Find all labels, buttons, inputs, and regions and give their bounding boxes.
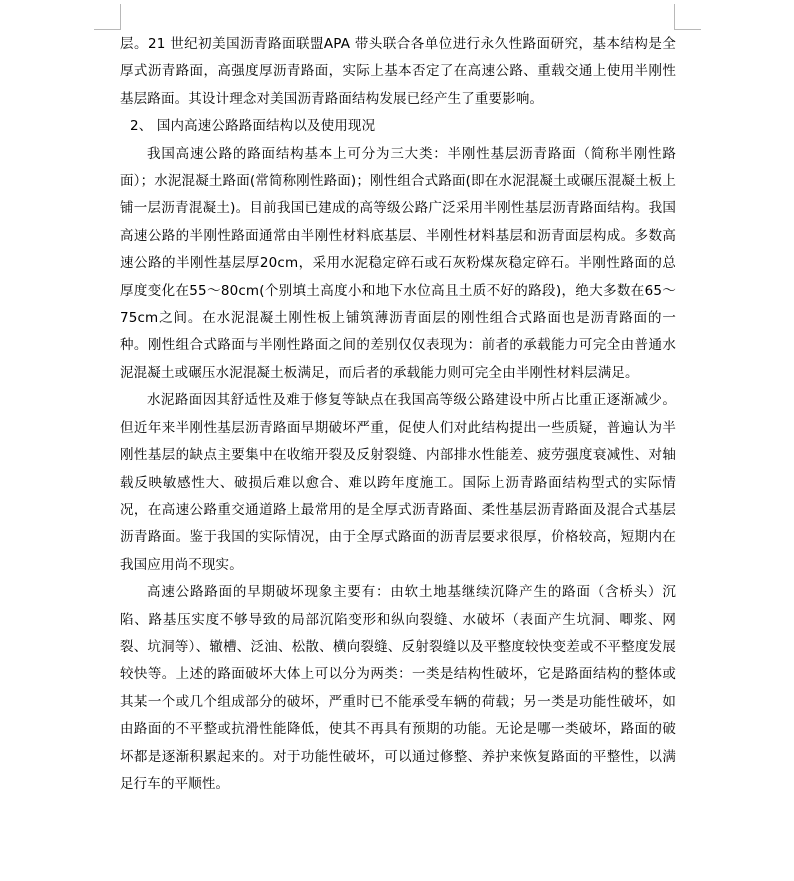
crop-mark-top-right xyxy=(674,29,701,30)
crop-mark-top-left xyxy=(94,29,121,30)
paragraph-cement-pavement: 水泥路面因其舒适性及难于修复等缺点在我国高等级公路建设中所占比重正逐渐减少。但近年来半刚性基层沥青路面早期破坏严重，促使人们对此结构提出一些质疑，普遍认为半刚性基层的缺点主要集中在收缩开裂及反射裂缝、内部排水性能差、疲劳强度衰减性、对轴载反映敏感性大、破损后难以愈合、难以跨年度施工。国际上沥青路面结构型式的实际情况，在高速公路重交通道路上最常用的是全厚式沥青路面、柔性基层沥青路面及混合式基层沥青路面。鉴于我国的实际情况，由于全厚式路面的沥青层要求很厚，价格较高，短期内在我国应用尚不现实。 xyxy=(120,392,676,573)
document-body xyxy=(120,31,676,798)
crop-mark-top-left xyxy=(120,4,121,30)
section-heading: 2、 国内高速公路路面结构以及使用现况 xyxy=(130,118,376,135)
paragraph-apa: 层。21 世纪初美国沥青路面联盟APA 带头联合各单位进行永久性路面研究，基本结构是全厚式沥青路面，高强度厚沥青路面，实际上基本否定了在高速公路、重载交通上使用半刚性基层路面。其设计理念对美国沥青路面结构发展已经产生了重要影响。 xyxy=(120,36,676,107)
paragraph-early-damage: 高速公路路面的早期破坏现象主要有：由软土地基继续沉降产生的路面（含桥头）沉陷、路基压实度不够导致的局部沉陷变形和纵向裂缝、水破坏（表面产生坑洞、唧浆、网裂、坑洞等）、辙槽、泛油、松散、横向裂缝、反射裂缝以及平整度较快变差或不平整度发展较快等。上述的路面破坏大体上可以分为两类：一类是结构性破坏，它是路面结构的整体或其某一个或几个组成部分的破坏，严重时已不能承受车辆的荷载；另一类是功能性破坏，如由路面的不平整或抗滑性能降低，使其不再具有预期的功能。无论是哪一类破坏，路面的破坏都是逐渐积累起来的。对于功能性破坏，可以通过修整、养护来恢复路面的平整性，以满足行车的平顺性。 xyxy=(120,584,676,792)
crop-mark-top-right xyxy=(674,4,675,30)
paragraph-pavement-types: 我国高速公路的路面结构基本上可分为三大类：半刚性基层沥青路面（简称半刚性路面）；水泥混凝土路面(常简称刚性路面)；刚性组合式路面(即在水泥混凝土或碾压混凝土板上铺一层沥青混凝土)。目前我国已建成的高等级公路广泛采用半刚性基层沥青路面结构。我国高速公路的半刚性路面通常由半刚性材料底基层、半刚性材料基层和沥青面层构成。多数高速公路的半刚性基层厚20cm，采用水泥稳定碎石或石灰粉煤灰稳定碎石。半刚性路面的总厚度变化在55～80cm(个别填土高度小和地下水位高且土质不好的路段)，绝大多数在65～75cm之间。在水泥混凝土刚性板上铺筑薄沥青面层的刚性组合式路面也是沥青路面的一种。刚性组合式路面与半刚性路面之间的差别仅仅表现为：前者的承载能力可完全由普通水泥混凝土或碾压水泥混凝土板满足，而后者的承载能力则可完全由半刚性材料层满足。 xyxy=(120,145,676,381)
